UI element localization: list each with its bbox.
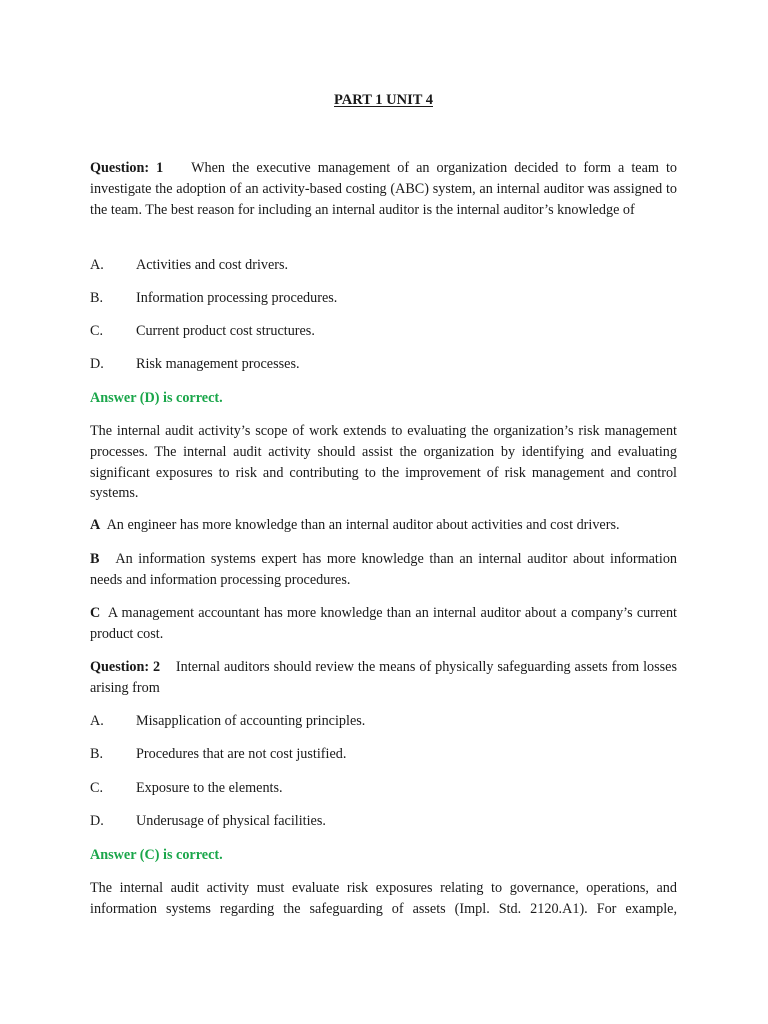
question-1-text: When the executive management of an organization decided to form a team to investigate the adoption of an activity-based costing (ABC) system, an internal auditor was assigned to the team. The best reason for including an internal auditor is the internal auditor’s knowledge of bbox=[90, 160, 677, 218]
question-1-note-c bbox=[90, 603, 677, 645]
option-letter: D. bbox=[90, 356, 104, 372]
option-text: Procedures that are not cost justified. bbox=[136, 746, 347, 762]
option-letter: C. bbox=[90, 323, 104, 339]
note-text: An engineer has more knowledge than an internal auditor about activities and cost drivers. bbox=[106, 517, 620, 533]
note-letter: C bbox=[90, 605, 101, 621]
note-letter: A bbox=[90, 517, 101, 533]
option-letter: A. bbox=[90, 257, 104, 273]
question-1-note-a bbox=[90, 515, 677, 536]
option-letter: B. bbox=[90, 290, 104, 306]
option-text: Activities and cost drivers. bbox=[136, 257, 289, 273]
page-title: PART 1 UNIT 4 bbox=[334, 92, 433, 108]
question-2-explanation: The internal audit activity must evaluate risk exposures relating to governance, operations, and information systems regarding the safeguarding of assets (Impl. Std. 2120.A1). For example, bbox=[90, 880, 677, 917]
option-text: Exposure to the elements. bbox=[136, 780, 283, 796]
question-1 bbox=[90, 158, 677, 220]
option-text: Underusage of physical facilities. bbox=[136, 813, 326, 829]
option-letter: C. bbox=[90, 780, 104, 796]
option-letter: D. bbox=[90, 813, 104, 829]
option-text: Risk management processes. bbox=[136, 356, 300, 372]
note-text: An information systems expert has more knowledge than an internal auditor about information needs and information processing procedures. bbox=[90, 551, 678, 588]
note-letter: B bbox=[90, 551, 100, 567]
question-1-note-b bbox=[90, 549, 677, 591]
question-2-label: Question: 2 bbox=[90, 659, 161, 675]
option-text: Misapplication of accounting principles. bbox=[136, 713, 366, 729]
question-2-text: Internal auditors should review the means of physically safeguarding assets from losses arising from bbox=[90, 659, 678, 696]
option-text: Current product cost structures. bbox=[136, 323, 315, 339]
option-letter: A. bbox=[90, 713, 104, 729]
option-text: Information processing procedures. bbox=[136, 290, 338, 306]
question-2-answer: Answer (C) is correct. bbox=[90, 847, 223, 863]
note-text: A management accountant has more knowledge than an internal auditor about a company’s current product cost. bbox=[90, 605, 677, 642]
question-1-explanation: The internal audit activity’s scope of work extends to evaluating the organization’s risk management processes. The internal audit activity should assist the organization by identifying and evaluating significant exposures to risk and contributing to the improvement of risk management and control systems. bbox=[90, 423, 677, 502]
question-1-answer: Answer (D) is correct. bbox=[90, 390, 223, 406]
option-letter: B. bbox=[90, 746, 104, 762]
question-1-label: Question: 1 bbox=[90, 160, 164, 176]
question-2 bbox=[90, 657, 677, 699]
